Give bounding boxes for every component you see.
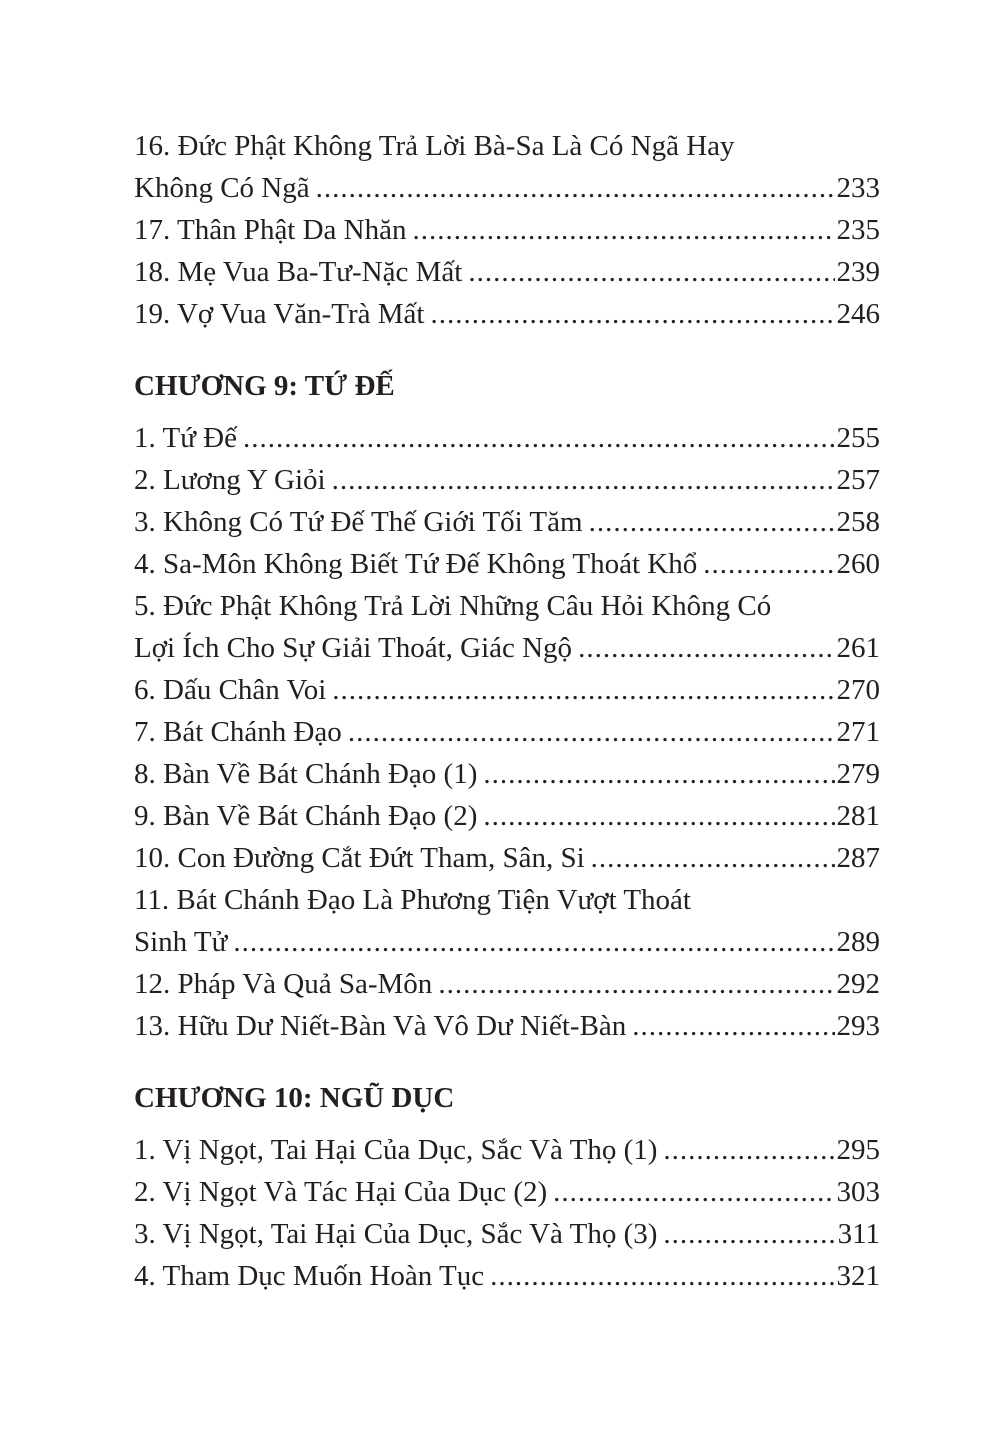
toc-entry-title: 19. Vợ Vua Văn-Trà Mất (134, 298, 425, 330)
toc-page-number: 271 (836, 716, 880, 748)
dot-leader (243, 417, 835, 459)
dot-leader (663, 1213, 835, 1255)
toc-entry (134, 293, 880, 335)
toc-page-number: 289 (836, 926, 880, 958)
dot-leader (589, 501, 835, 543)
toc-entry (134, 753, 880, 795)
toc-entry (134, 837, 880, 879)
dot-leader (663, 1129, 834, 1171)
dot-leader (413, 209, 835, 251)
toc-entry (134, 417, 880, 459)
toc-entry-title-first-line: 5. Đức Phật Không Trả Lời Những Câu Hỏi Không Có (134, 590, 772, 622)
toc-entry (134, 1005, 880, 1047)
toc-entry (134, 1255, 880, 1297)
toc-page-number: 303 (836, 1176, 880, 1208)
toc-page-number: 239 (836, 256, 880, 288)
toc-entry-title: Lợi Ích Cho Sự Giải Thoát, Giác Ngộ (134, 632, 573, 664)
toc-entry (134, 251, 880, 293)
toc-entry-title: 3. Không Có Tứ Đế Thế Giới Tối Tăm (134, 506, 583, 538)
toc-page-number: 258 (836, 506, 880, 538)
toc-entry (134, 1171, 880, 1213)
toc-entry-title: 6. Dấu Chân Voi (134, 674, 327, 706)
dot-leader (591, 837, 835, 879)
toc-entry-title: 9. Bàn Về Bát Chánh Đạo (2) (134, 800, 478, 832)
toc-entry-title: 1. Tứ Đế (134, 422, 237, 454)
toc-page-number: 293 (836, 1010, 880, 1042)
dot-leader (483, 795, 834, 837)
toc-page-number: 261 (836, 632, 880, 664)
toc-page-number: 287 (836, 842, 880, 874)
toc-entry (134, 585, 880, 669)
toc-entry (134, 669, 880, 711)
toc-page-number: 257 (836, 464, 880, 496)
chapter-heading: CHƯƠNG 10: NGŨ DỤC (134, 1082, 455, 1114)
chapter-heading: CHƯƠNG 9: TỨ ĐẾ (134, 370, 395, 402)
dot-leader (553, 1171, 834, 1213)
toc-entry (134, 795, 880, 837)
toc-entry-title-first-line: 16. Đức Phật Không Trả Lời Bà-Sa Là Có Ngã Hay (134, 130, 735, 162)
dot-leader (490, 1255, 834, 1297)
toc-page-number: 292 (836, 968, 880, 1000)
toc-entry-title: 10. Con Đường Cắt Đứt Tham, Sân, Si (134, 842, 585, 874)
toc-page-number: 295 (836, 1134, 880, 1166)
toc-page-number: 279 (836, 758, 880, 790)
dot-leader (233, 921, 834, 963)
dot-leader (438, 963, 834, 1005)
toc-entry (134, 1129, 880, 1171)
toc-entry-title: 4. Tham Dục Muốn Hoàn Tục (134, 1260, 485, 1292)
toc-entry (134, 125, 880, 209)
table-of-contents (134, 125, 880, 1297)
toc-entry (134, 1213, 880, 1255)
toc-page-number: 235 (836, 214, 880, 246)
toc-page-number: 255 (836, 422, 880, 454)
dot-leader (348, 711, 835, 753)
toc-page-number: 281 (836, 800, 880, 832)
toc-entry-title: 2. Lương Y Giỏi (134, 464, 326, 496)
toc-entry (134, 711, 880, 753)
dot-leader (332, 459, 835, 501)
toc-entry-title: 17. Thân Phật Da Nhăn (134, 214, 407, 246)
toc-entry (134, 879, 880, 963)
toc-entry (134, 543, 880, 585)
toc-page-number: 311 (837, 1218, 880, 1250)
dot-leader (332, 669, 834, 711)
toc-page-number: 233 (836, 172, 880, 204)
toc-page-number: 321 (836, 1260, 880, 1292)
dot-leader (430, 293, 834, 335)
toc-entry (134, 501, 880, 543)
toc-page-number: 246 (836, 298, 880, 330)
dot-leader (483, 753, 834, 795)
dot-leader (703, 543, 834, 585)
toc-entry-title: 8. Bàn Về Bát Chánh Đạo (1) (134, 758, 478, 790)
toc-entry-title: 12. Pháp Và Quả Sa-Môn (134, 968, 433, 1000)
toc-entry-title-first-line: 11. Bát Chánh Đạo Là Phương Tiện Vượt Thoát (134, 884, 691, 916)
toc-entry-title: 13. Hữu Dư Niết-Bàn Và Vô Dư Niết-Bàn (134, 1010, 627, 1042)
dot-leader (468, 251, 834, 293)
dot-leader (632, 1005, 834, 1047)
toc-entry (134, 963, 880, 1005)
toc-entry-title: Sinh Tử (134, 926, 228, 958)
toc-entry-title: 7. Bát Chánh Đạo (134, 716, 342, 748)
toc-page-number: 270 (836, 674, 880, 706)
toc-entry (134, 209, 880, 251)
dot-leader (578, 627, 834, 669)
toc-entry-title: Không Có Ngã (134, 172, 310, 204)
toc-entry-title: 18. Mẹ Vua Ba-Tư-Nặc Mất (134, 256, 463, 288)
toc-page-number: 260 (836, 548, 880, 580)
dot-leader (316, 167, 835, 209)
toc-entry-title: 3. Vị Ngọt, Tai Hại Của Dục, Sắc Và Thọ (3) (134, 1218, 658, 1250)
toc-entry-title: 4. Sa-Môn Không Biết Tứ Đế Không Thoát Khổ (134, 548, 698, 580)
toc-entry-title: 1. Vị Ngọt, Tai Hại Của Dục, Sắc Và Thọ (1) (134, 1134, 658, 1166)
toc-entry-title: 2. Vị Ngọt Và Tác Hại Của Dục (2) (134, 1176, 548, 1208)
toc-entry (134, 459, 880, 501)
